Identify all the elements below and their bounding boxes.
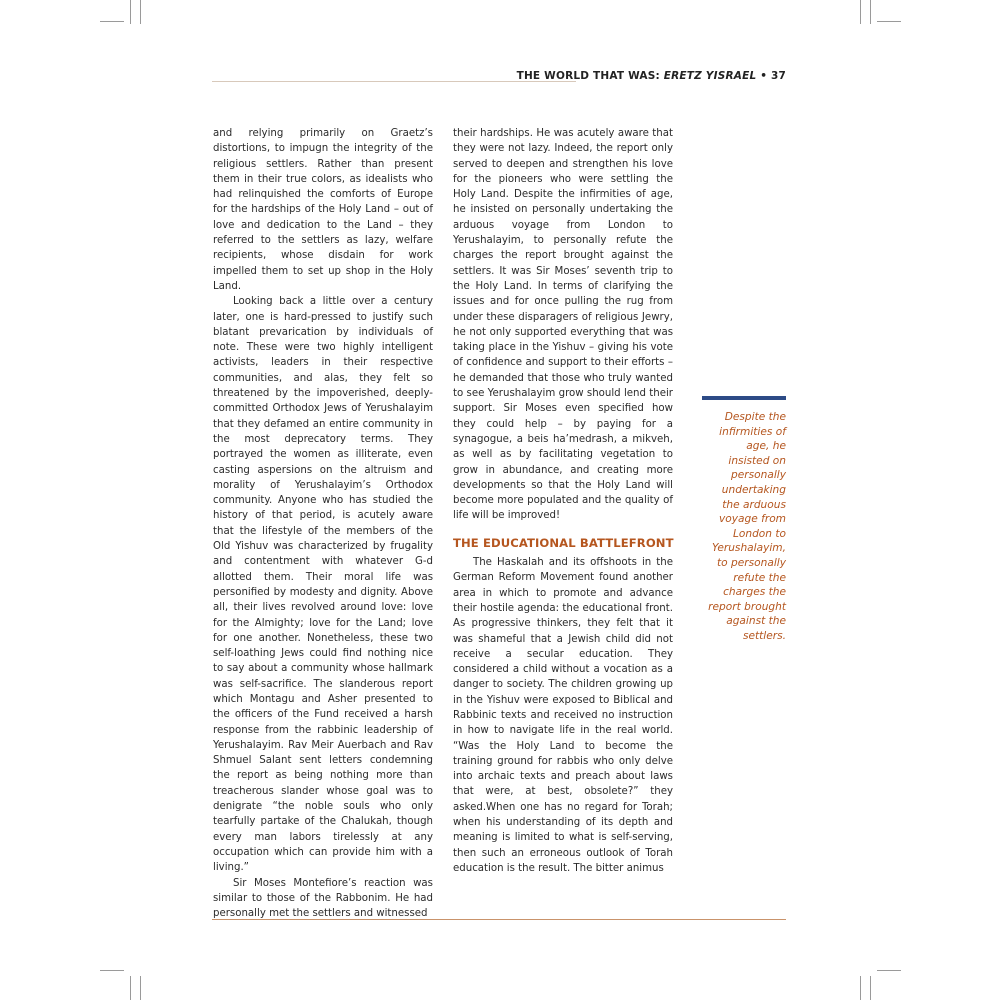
- crop-mark: [877, 21, 901, 22]
- crop-mark: [870, 0, 871, 24]
- crop-mark: [860, 0, 861, 24]
- running-head-title-italic: ERETZ YISRAEL: [663, 70, 757, 82]
- running-head: [517, 70, 786, 82]
- paragraph: Sir Moses Montefiore’s reaction was similar to those of the Rabbonim. He had personally met the settlers and witnessed: [213, 877, 433, 920]
- crop-mark: [130, 976, 131, 1000]
- crop-mark: [140, 976, 141, 1000]
- footer-rule: [212, 919, 786, 920]
- left-column: [213, 126, 433, 921]
- section-heading: THE EDUCATIONAL BATTLEFRONT: [453, 535, 674, 550]
- crop-mark: [870, 976, 871, 1000]
- page-number: 37: [770, 70, 786, 82]
- crop-mark: [100, 970, 124, 971]
- crop-mark: [140, 0, 141, 24]
- paragraph: Looking back a little over a century later, one is hard-pressed to justify such blatant prevarication by individuals of note. These were two highly intelligent activists, leaders in their respective communities, and alas, they felt so threatened by the impoverished, deeply-committed Orthodox Jews of Yerushalayim that they defamed an entire community in the most deprecatory terms. They portrayed the women as illiterate, even casting aspersions on the altruism and morality of Yerushalayim’s Orthodox community. Anyone who has studied the history of that period, is acutely aware that the lifestyle of the members of the Old Yishuv was characterized by frugality and contentment with whatever G-d allotted them. Their moral life was personified by modesty and dignity. Above all, their lives revolved around love: love for the Almighty; love for the Land; love for one another. Nonetheless, these two self-loathing Jews could find nothing nice to say about a community whose hallmark was self-sacrifice. The slanderous report which Montagu and Asher presented to the officers of the Fund received a harsh response from the rabbinic leadership of Yerushalayim. Rav Meir Auerbach and Rav Shmuel Salant sent letters condemning the report as being nothing more than treacherous slander whose goal was to denigrate “the noble souls who only tearfully partake of the Chalukah, though every man labors tirelessly at any occupation which can provide him with a living.”: [213, 296, 433, 874]
- paragraph: The Haskalah and its offshoots in the German Reform Movement found another area in which to promote and advance their hostile agenda: the educational front. As progressive thinkers, they felt that it was shameful that a Jewish child did not receive a secular education. They considered a child without a vocation as a danger to society. The children growing up in the Yishuv were exposed to Biblical and Rabbinic texts and received no instruction in how to navigate life in the real world. “Was the Holy Land to become the training ground for rabbis who only delve into archaic texts and preach about laws that were, at best, obsolete?” they asked.When one has no regard for Torah; when his understanding of its depth and meaning is limited to what is self-serving, then such an erroneous outlook of Torah education is the result. The bitter animus: [453, 557, 673, 874]
- running-head-separator: •: [756, 70, 771, 82]
- crop-mark: [877, 970, 901, 971]
- paragraph: their hardships. He was acutely aware that they were not lazy. Indeed, the report only served to deepen and strengthen his love for the pioneers who were settling the Holy Land. Despite the infirmities of age, he insisted on personally undertaking the arduous voyage from London to Yerushalayim, to personally refute the charges the report brought against the settlers. It was Sir Moses’ seventh trip to the Holy Land. In terms of clarifying the issues and for once pulling the rug from under these disparagers of religious Jewry, he not only supported everything that was taking place in the Yishuv – giving his vote of confidence and support to their efforts – he demanded that those who truly wanted to see Yerushalayim grow should lend their support. Sir Moses even specified how they could help – by paying for a synagogue, a beis ha’medrash, a mikveh, as well as by facilitating vegetation to grow in abundance, and creating more developments so that the Holy Land will become more populated and the quality of life will be improved!: [453, 128, 673, 522]
- pull-quote: Despite the infirmities of age, he insisted on personally undertaking the arduous voyage from London to Yerushalayim, to personally refute the charges the report brought against the settlers.: [702, 396, 786, 644]
- running-head-title: THE WORLD THAT WAS:: [516, 70, 664, 82]
- page-header: [212, 68, 786, 88]
- crop-mark: [100, 21, 124, 22]
- right-column: [453, 126, 673, 876]
- crop-mark: [130, 0, 131, 24]
- paragraph: and relying primarily on Graetz’s distortions, to impugn the integrity of the religious settlers. Rather than present them in their true colors, as idealists who had relinquished the comforts of Europe for the hardships of the Holy Land – out of love and dedication to the Land – they referred to the settlers as lazy, welfare recipients, whose disdain for work impelled them to set up shop in the Holy Land.: [213, 128, 433, 292]
- crop-mark: [860, 976, 861, 1000]
